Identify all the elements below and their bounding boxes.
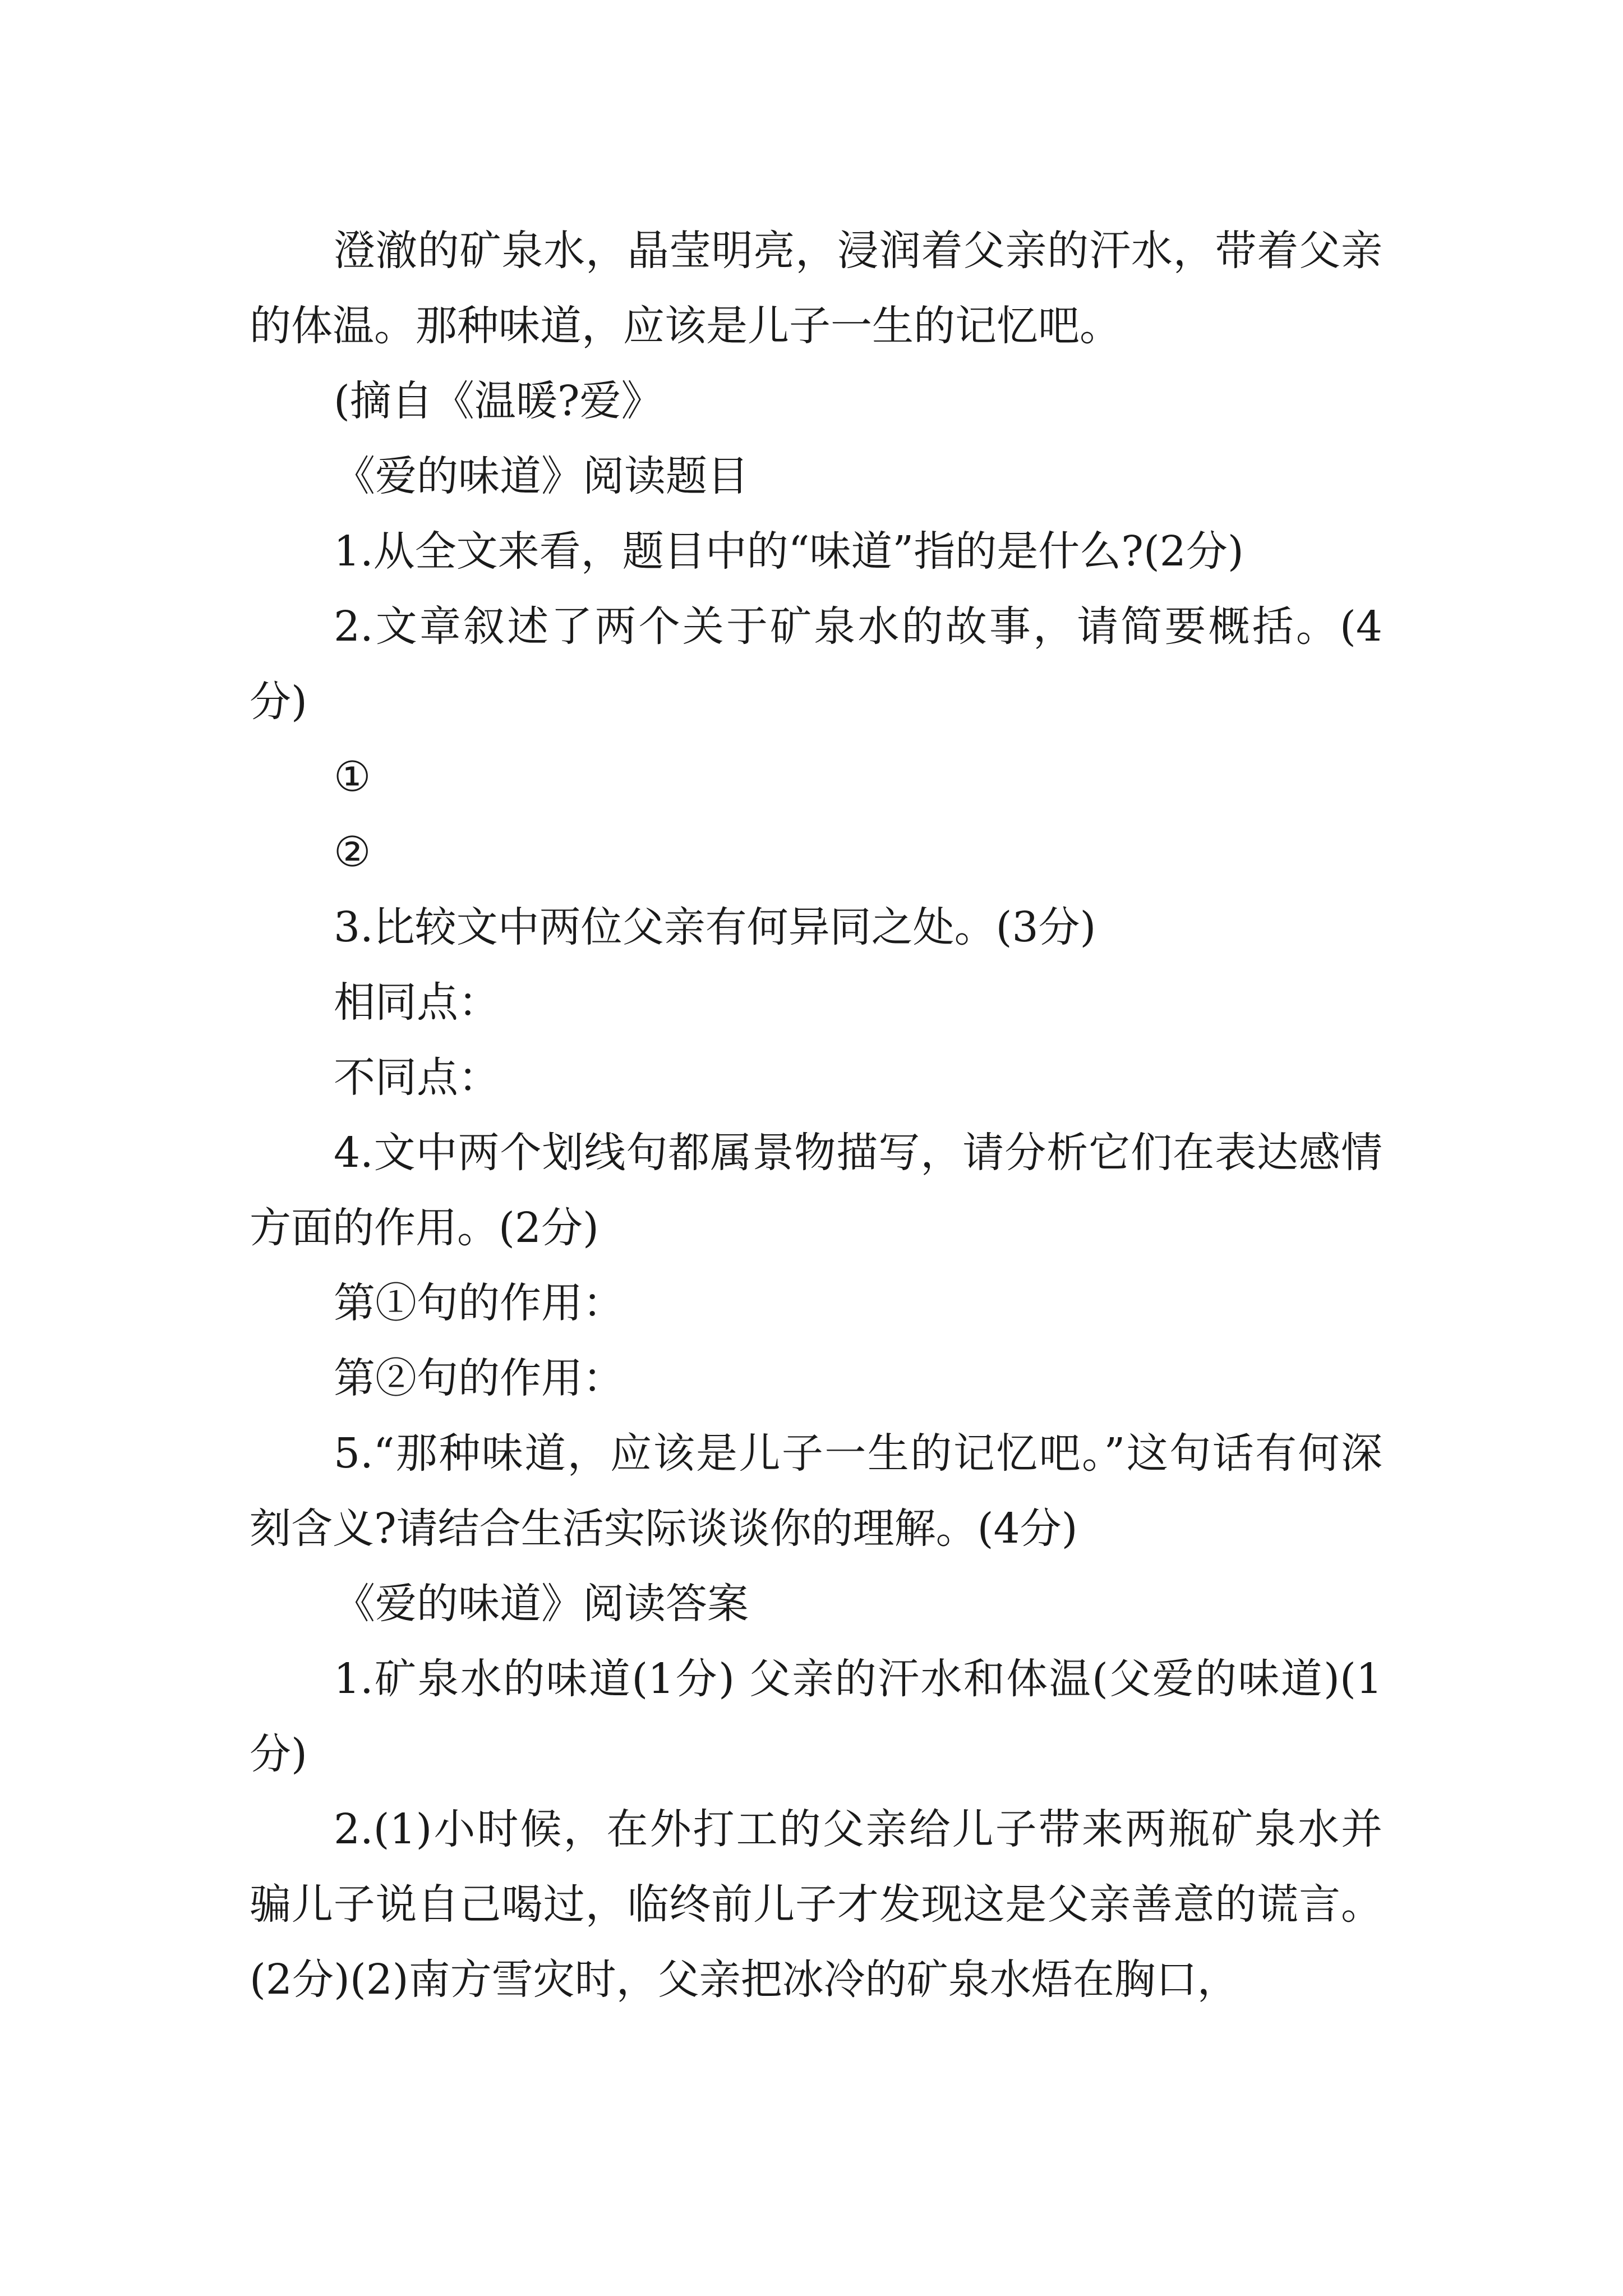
question-2: 2.文章叙述了两个关于矿泉水的故事，请简要概括。(4分) [250,602,1382,726]
paragraph-1: 澄澈的矿泉水，晶莹明亮，浸润着父亲的汗水，带着父亲的体温。那种味道，应该是儿子一生的记忆吧。 [250,227,1382,350]
answer-1: 1.矿泉水的味道(1分) 父亲的汗水和体温(父爱的味道)(1分) [250,1655,1382,1778]
question-3-similarity: 相同点： [334,978,500,1027]
question-5: 5.“那种味道，应该是儿子一生的记忆吧。”这句话有何深刻含义?请结合生活实际谈谈你的理解。(4分) [250,1429,1382,1553]
question-4-sentence-2: 第②句的作用： [334,1354,624,1402]
question-4: 4.文中两个划线句都属景物描写，请分析它们在表达感情方面的作用。(2分) [250,1129,1382,1252]
source-citation: (摘自《温暖?爱》 [334,377,663,425]
question-2-blank-1: ① [334,753,371,801]
question-2-blank-2: ② [334,828,371,876]
answers-heading: 《爱的味道》阅读答案 [334,1580,749,1628]
question-1: 1.从全文来看，题目中的“味道”指的是什么?(2分) [334,527,1244,576]
question-3: 3.比较文中两位父亲有何异同之处。(3分) [334,903,1096,951]
question-4-sentence-1: 第①句的作用： [334,1279,624,1327]
answer-2: 2.(1)小时候，在外打工的父亲给儿子带来两瓶矿泉水并骗儿子说自己喝过，临终前儿子才发现这是父亲善意的谎言。(2分)(2)南方雪灾时，父亲把冰冷的矿泉水焐在胸口， [250,1805,1382,2004]
document-body [250,213,1382,2017]
questions-heading: 《爱的味道》阅读题目 [334,452,749,500]
question-3-difference: 不同点： [334,1053,500,1102]
